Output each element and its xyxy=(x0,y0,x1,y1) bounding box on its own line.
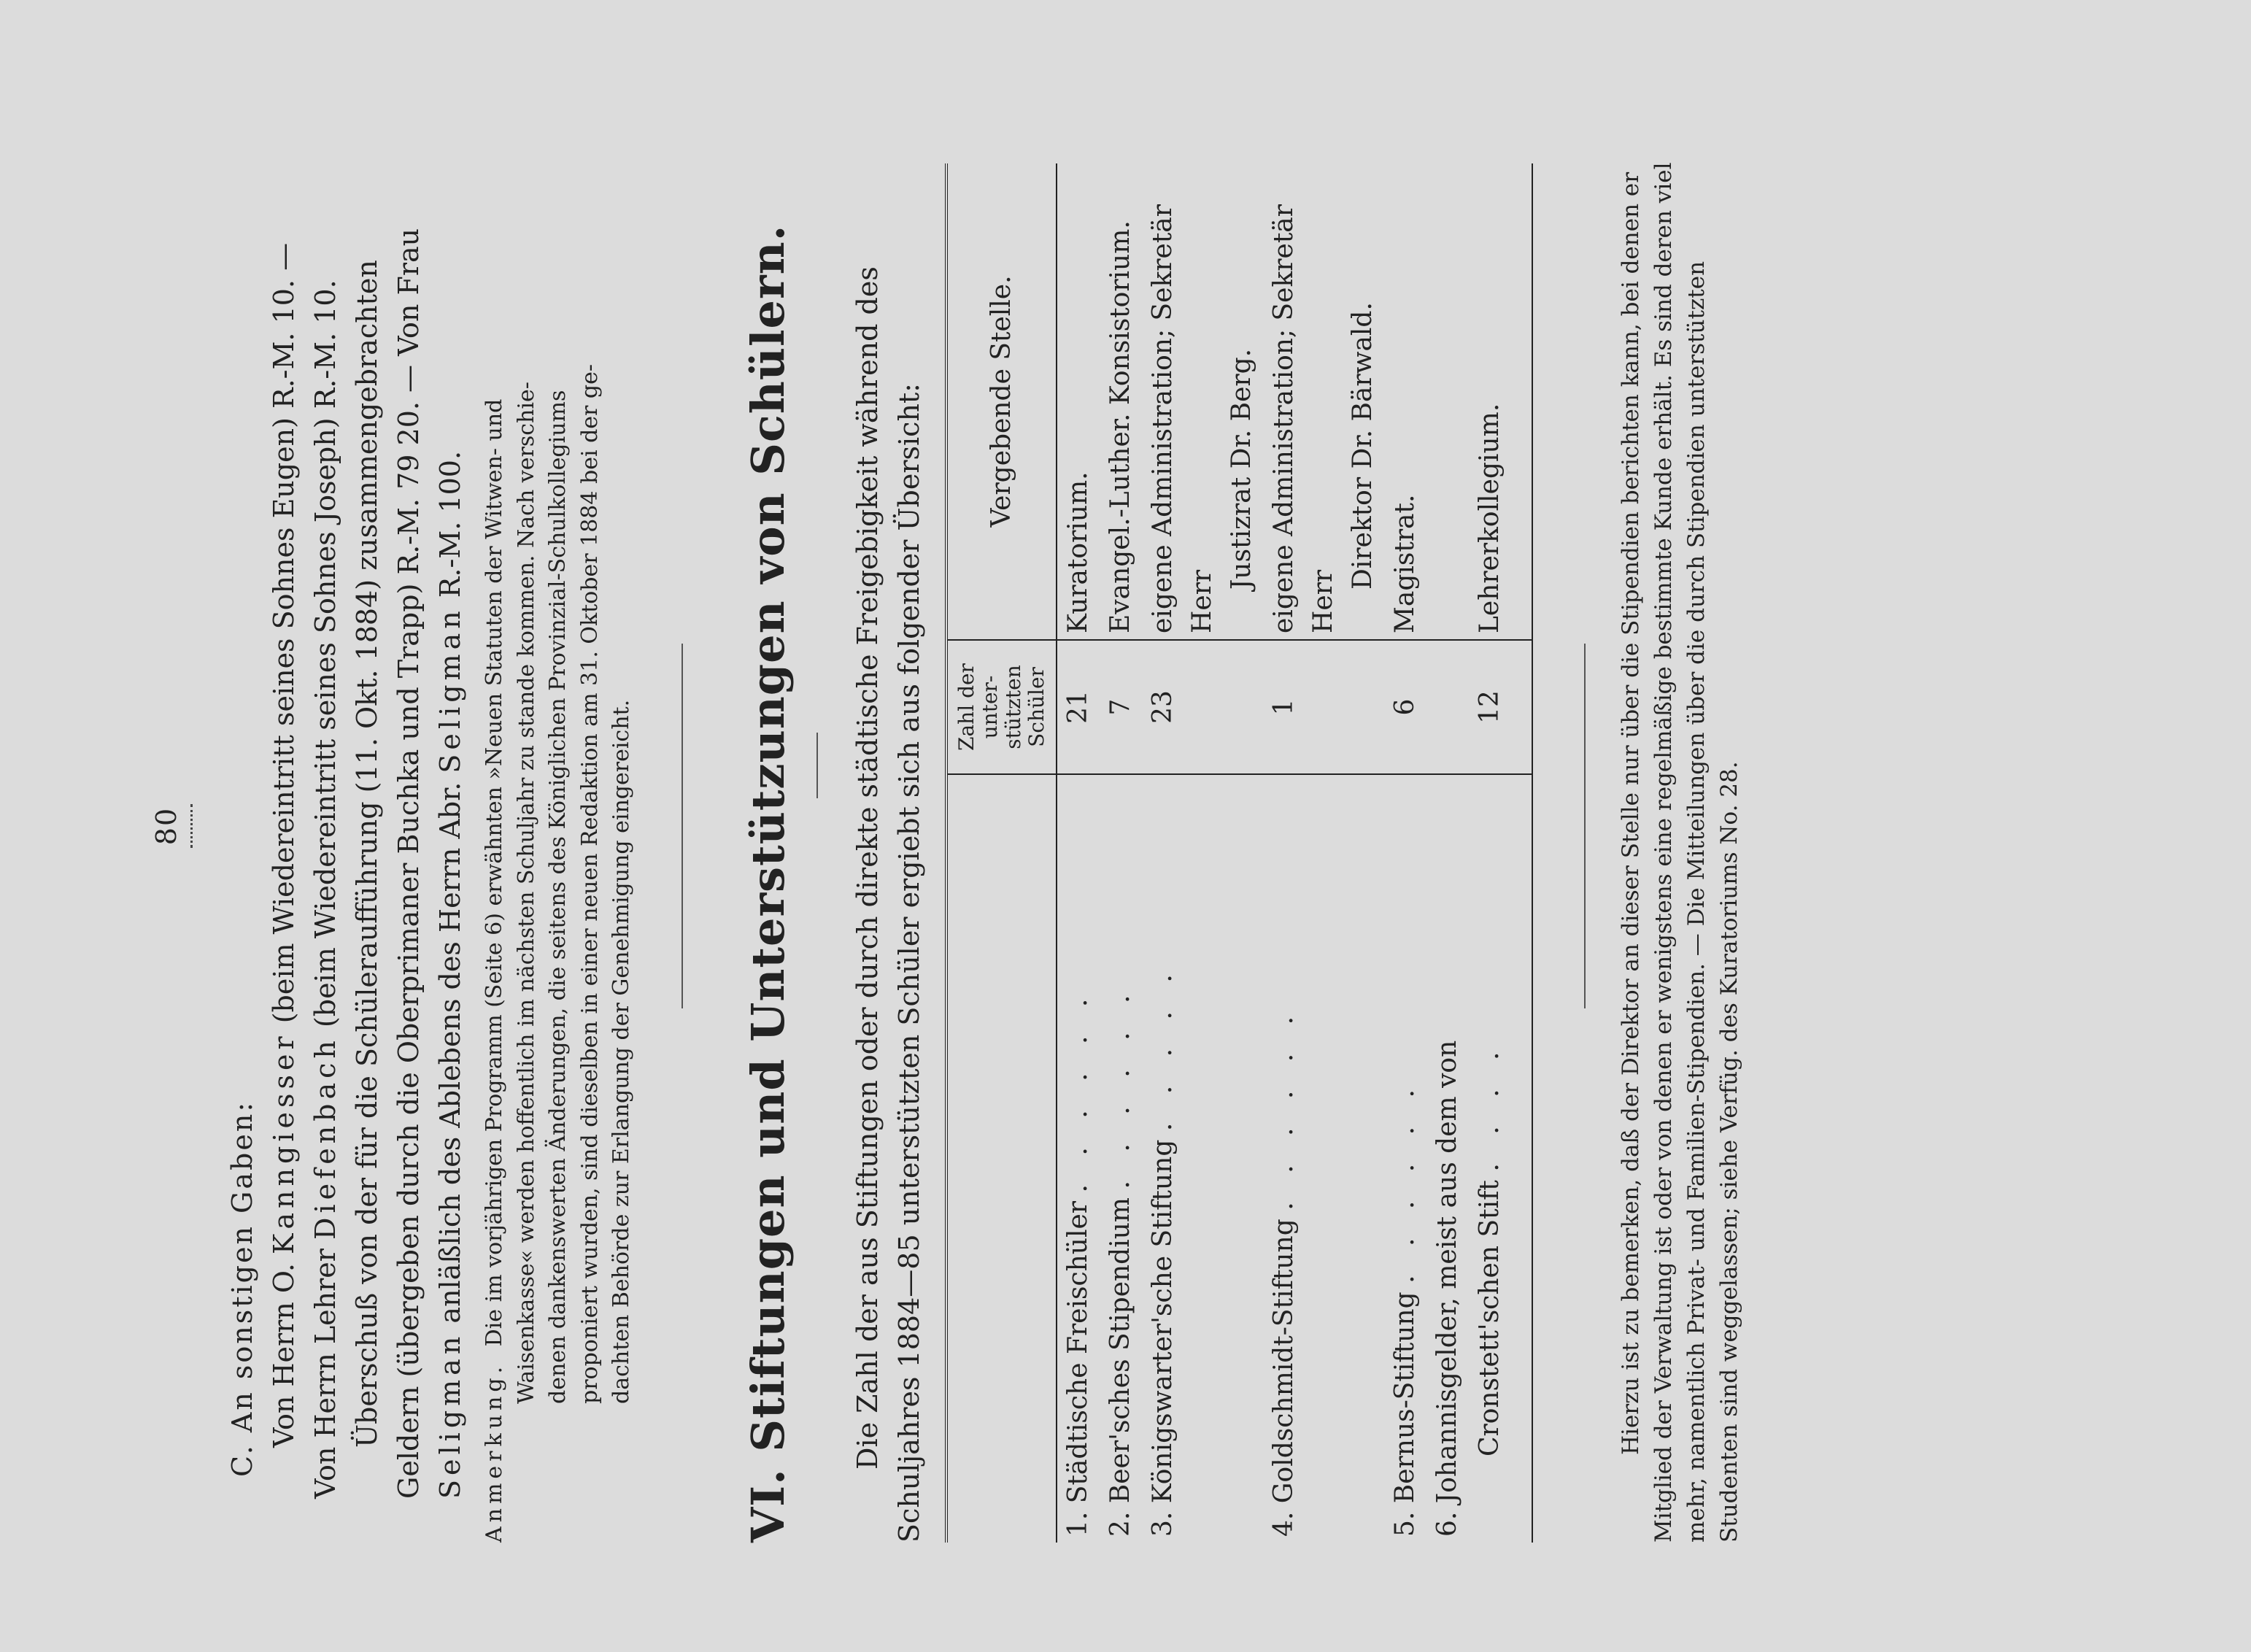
student-count: 23 xyxy=(1142,640,1263,774)
note-line: proponiert wurden, sind dieselben in einer neuen Redaktion am 31. Oktober 1884 bei der ge- xyxy=(576,363,603,1404)
section-divider xyxy=(682,644,683,1008)
authority xyxy=(1057,163,1100,640)
header-name xyxy=(946,774,1057,1543)
gift-text: anläßlich des Ablebens des Herrn Abr. xyxy=(434,781,466,1324)
authority xyxy=(1469,163,1532,640)
gift-text: Von Herrn Lehrer xyxy=(309,1248,341,1499)
table-header-row xyxy=(946,163,1057,1543)
leader-dots: . . . . . . xyxy=(1269,1006,1300,1211)
foundation-name xyxy=(1142,774,1263,1543)
page-number: 80 xyxy=(150,806,182,846)
authority xyxy=(1426,163,1469,640)
name-text: 2. Beer'sches Stipendium xyxy=(1105,1197,1136,1537)
table-row xyxy=(1100,163,1142,1543)
gift-line-kanngiesser xyxy=(263,124,305,1448)
authority xyxy=(1263,163,1384,640)
gift-text: (beim Wiedereintritt seines Sohnes Eugen) R.-M. 10. — xyxy=(268,242,300,1024)
student-count xyxy=(1426,640,1469,774)
gift-text: R.-M. 100. xyxy=(434,450,466,598)
name-text: Cronstett'schen Stift xyxy=(1475,1180,1505,1456)
authority-text: Kuratorium. xyxy=(1063,471,1094,633)
note-line: Waisenkasse« werden hoffentlich im nächsten Schuljahr zu stande kommen. Nach verschie- xyxy=(513,382,539,1404)
table-row xyxy=(1263,163,1384,1543)
student-count: 1 xyxy=(1263,640,1384,774)
table-row xyxy=(1384,163,1426,1543)
foundations-table xyxy=(945,163,1534,1543)
student-count: 7 xyxy=(1100,640,1142,774)
donor-name: Diefenbach xyxy=(309,1036,341,1240)
gift-text: (beim Wiedereintritt seines Sohnes Joseph) R.-M. 10. xyxy=(309,279,341,1028)
gift-line-seligman xyxy=(430,124,471,1499)
leader-dots: . . . . . . xyxy=(1063,988,1094,1193)
name-text: 4. Goldschmidt-Stiftung xyxy=(1269,1219,1300,1537)
student-count: 21 xyxy=(1057,640,1100,774)
leader-dots: . . . . . . xyxy=(1105,984,1136,1189)
section-intro: Die Zahl der aus Stiftungen oder durch direkte städtische Freigebigkeit während des Schuljahres 1884—85 unterstützten Schüler ergiebt sich aus folgender Übersicht: xyxy=(851,266,925,1543)
authority-text: eigene Administration; Sekretär Herr xyxy=(1269,204,1339,633)
authority-text: eigene Administration; Sekretär Herr xyxy=(1148,204,1218,633)
foundation-name xyxy=(1426,774,1469,1543)
name-text: 6. Johannisgelder, meist aus dem von xyxy=(1432,1040,1463,1537)
name-text: 5. Bernus-Stiftung xyxy=(1390,1292,1421,1537)
note-label: Anmerkung. xyxy=(482,1362,507,1543)
gifts-heading: C. An sonstigen Gaben: xyxy=(226,1100,258,1477)
authority xyxy=(1142,163,1263,640)
footnote-divider xyxy=(1584,644,1586,1008)
table-row xyxy=(1426,163,1469,1543)
foundation-name xyxy=(1263,774,1384,1543)
gift-line-geldern: Geldern (übergeben durch die Oberprimaner Buchka und Trapp) R.-M. 79 20. — Von Frau xyxy=(393,228,425,1499)
leader-dots: . . . . xyxy=(1475,1041,1505,1172)
name-text: 1. Städtische Freischüler xyxy=(1063,1200,1094,1537)
gifts-section xyxy=(222,109,471,1543)
authority-text: Evangel.-Luther. Konsistorium. xyxy=(1105,220,1136,633)
authority-text: Magistrat. xyxy=(1390,494,1421,633)
gift-line-surplus: Überschuß von der für die Schüleraufführung (11. Okt. 1884) zusammengebrachten xyxy=(351,260,383,1448)
donor-name: Seligman xyxy=(434,1332,466,1499)
header-count: Zahl der unter-stützten Schüler xyxy=(946,640,1057,774)
leader-dots: . . . . . . xyxy=(1390,1079,1421,1284)
section-title: VI. Stiftungen und Unterstützungen von Schülern. xyxy=(741,224,795,1543)
name-text: 3. Königswarter'sche Stiftung xyxy=(1148,1139,1178,1537)
student-count: 12 xyxy=(1469,640,1532,774)
header-authority: Vergebende Stelle. xyxy=(946,163,1057,640)
authority-text: Lehrerkollegium. xyxy=(1475,403,1505,633)
foundation-name xyxy=(1100,774,1142,1543)
student-count: 6 xyxy=(1384,640,1426,774)
table-row xyxy=(1469,163,1532,1543)
leader-dots: . . . . . xyxy=(1148,964,1178,1132)
footnote-text: Hierzu ist zu bemerken, daß der Direktor an dieser Stelle nur über die Stipendien berichten kann, bei denen er Mitglied der Verwaltung ist oder von denen er wenigstens eine regelmäßige bestimmte Kunde erhält. Es sind deren viel mehr, namentlich Privat- und Familien-Stipendien. — Die Mitteilungen über die durch Stipendien unterstützten Studenten sind weggelassen; siehe Verfüg. des Kuratoriums No. 28. xyxy=(1618,162,1743,1543)
donor-name: Seligman xyxy=(434,606,466,773)
note-line: dachten Behörde zur Erlangung der Genehmigung eingereicht. xyxy=(609,699,634,1404)
gift-line-diefenbach xyxy=(305,124,347,1499)
note-line: denen dankenswerten Änderungen, die seitens des Königlichen Provinzial-Schulkollegiums xyxy=(545,390,571,1404)
note-line: Die im vorjährigen Programm (Seite 6) erwähnten »Neuen Statuten der Witwen- und xyxy=(482,398,507,1347)
authority xyxy=(1384,163,1426,640)
foundation-name xyxy=(1384,774,1426,1543)
title-rule xyxy=(816,733,818,798)
page-number-rule xyxy=(190,804,193,848)
foundation-name xyxy=(1469,774,1532,1543)
annotation-note xyxy=(479,153,638,1543)
table-row xyxy=(1057,163,1100,1543)
authority-text-continued: Direktor Dr. Bärwald. xyxy=(1348,302,1378,590)
table-row xyxy=(1142,163,1263,1543)
donor-name: Kanngiesser xyxy=(268,1032,300,1254)
foundation-name xyxy=(1057,774,1100,1543)
authority xyxy=(1100,163,1142,640)
gift-text: Von Herrn O. xyxy=(268,1263,300,1448)
authority-text-continued: Justizrat Dr. Berg. xyxy=(1227,348,1257,590)
